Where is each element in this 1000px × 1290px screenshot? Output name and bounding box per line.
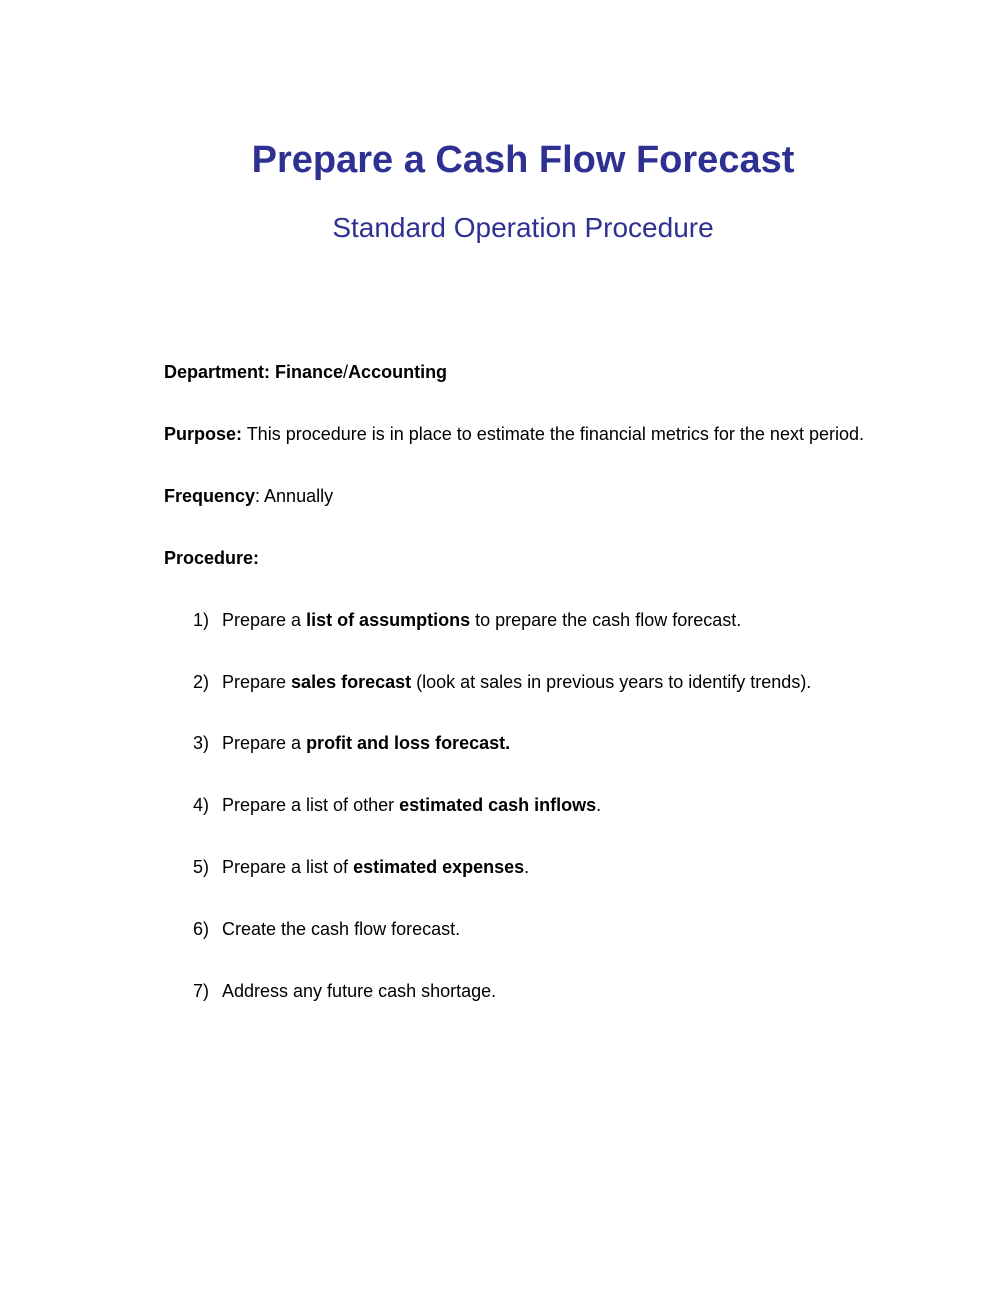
- frequency-value: : Annually: [255, 486, 334, 506]
- step-number: 1): [193, 610, 210, 630]
- procedure-step: [193, 979, 496, 1003]
- step-emphasis: estimated cash inflows: [399, 795, 597, 815]
- step-text: Create the cash flow forecast.: [222, 919, 461, 939]
- page-subtitle: Standard Operation Procedure: [332, 212, 714, 243]
- step-number: 7): [193, 981, 210, 1001]
- frequency-line: [164, 484, 333, 508]
- step-text: Address any future cash shortage.: [222, 981, 497, 1001]
- step-emphasis: profit and loss forecast.: [306, 733, 511, 753]
- step-text-end: to prepare the cash flow forecast.: [470, 610, 742, 630]
- procedure-step: [193, 917, 460, 941]
- procedure-step: [193, 608, 741, 632]
- step-number: 4): [193, 795, 210, 815]
- step-number: 3): [193, 733, 210, 753]
- purpose-line: [164, 422, 864, 446]
- purpose-label: Purpose:: [164, 424, 243, 444]
- step-text-end: .: [596, 795, 602, 815]
- step-text: Prepare a list of other: [222, 795, 400, 815]
- page-title: Prepare a Cash Flow Forecast: [251, 139, 795, 181]
- step-emphasis: sales forecast: [291, 672, 412, 692]
- procedure-step: [193, 855, 529, 879]
- department-separator: /: [343, 362, 349, 382]
- procedure-heading: Procedure:: [164, 548, 260, 568]
- purpose-value: This procedure is in place to estimate the financial metrics for the next period.: [242, 424, 864, 444]
- step-text: Prepare a: [222, 610, 307, 630]
- procedure-step: [193, 670, 811, 694]
- step-text-end: .: [524, 857, 530, 877]
- procedure-step: [193, 793, 601, 817]
- procedure-step: [193, 731, 510, 755]
- department-label: Department: Finance: [164, 362, 344, 382]
- frequency-label: Frequency: [164, 486, 256, 506]
- department-line: [164, 360, 447, 384]
- step-number: 5): [193, 857, 210, 877]
- step-text-end: (look at sales in previous years to identify trends).: [411, 672, 812, 692]
- step-number: 6): [193, 919, 210, 939]
- step-text: Prepare: [222, 672, 292, 692]
- step-emphasis: list of assumptions: [306, 610, 471, 630]
- step-text: Prepare a list of: [222, 857, 354, 877]
- step-text: Prepare a: [222, 733, 307, 753]
- step-number: 2): [193, 672, 210, 692]
- department-value: Accounting: [348, 362, 448, 382]
- step-emphasis: estimated expenses: [353, 857, 525, 877]
